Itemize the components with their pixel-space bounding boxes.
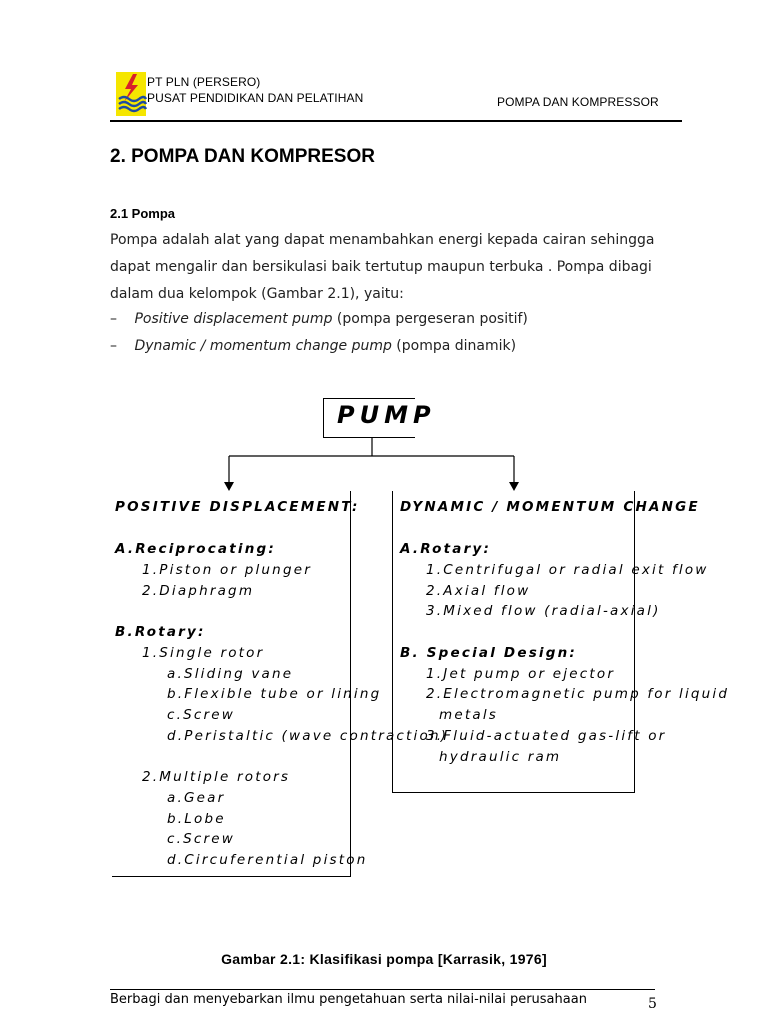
arrowhead-left xyxy=(224,482,234,491)
right-line: metals xyxy=(439,707,499,723)
right-line: B. Special Design: xyxy=(400,645,578,661)
org-name-line2: PUSAT PENDIDIKAN DAN PELATIHAN xyxy=(147,91,364,105)
document-title: POMPA DAN KOMPRESSOR xyxy=(497,95,659,109)
right-box-content xyxy=(398,495,730,785)
left-line: d.Circuferential piston xyxy=(167,852,368,868)
right-line: 3.Fluid-actuated gas-lift or xyxy=(426,728,667,744)
bullet-dash: – xyxy=(110,311,117,327)
right-line: 2.Electromagnetic pump for liquid xyxy=(426,686,730,702)
left-line: 2.Diaphragm xyxy=(142,583,255,599)
bullet-dash: – xyxy=(110,338,117,354)
section-heading: 2.1 Pompa xyxy=(110,206,176,221)
footer-rule xyxy=(110,989,655,990)
left-line: B.Rotary: xyxy=(115,624,206,640)
chapter-title: 2. POMPA DAN KOMPRESOR xyxy=(110,146,375,167)
paragraph-line-1: Pompa adalah alat yang dapat menambahkan energi kepada cairan sehingga xyxy=(110,232,655,248)
right-line: 1.Jet pump or ejector xyxy=(426,666,616,682)
right-line: A.Rotary: xyxy=(400,541,492,557)
left-line: c.Screw xyxy=(167,707,236,723)
pump-root-label: PUMP xyxy=(337,401,436,429)
right-line: 3.Mixed flow (radial-axial) xyxy=(426,603,661,619)
positive-displacement-title: POSITIVE DISPLACEMENT: xyxy=(115,499,360,515)
right-line: 2.Axial flow xyxy=(426,583,531,599)
left-line: 2.Multiple rotors xyxy=(142,769,291,785)
left-line: b.Flexible tube or lining xyxy=(167,686,382,702)
paragraph-line-3: dalam dua kelompok (Gambar 2.1), yaitu: xyxy=(110,286,404,302)
left-line: 1.Piston or plunger xyxy=(142,562,312,578)
bullet-term: Dynamic / momentum change pump xyxy=(134,338,392,354)
left-line: c.Screw xyxy=(167,831,236,847)
left-line: A.Reciprocating: xyxy=(115,541,276,557)
bullet-desc: (pompa dinamik) xyxy=(391,338,517,354)
left-line: 1.Single rotor xyxy=(142,645,265,661)
right-line: hydraulic ram xyxy=(439,749,562,765)
figure-caption: Gambar 2.1: Klasifikasi pompa [Karrasik, 1976] xyxy=(221,951,547,967)
dynamic-momentum-title: DYNAMIC / MOMENTUM CHANGE xyxy=(400,499,700,515)
right-line: 1.Centrifugal or radial exit flow xyxy=(426,562,709,578)
arrowhead-right xyxy=(509,482,519,491)
left-line: a.Sliding vane xyxy=(167,666,294,682)
bullet-desc: (pompa pergeseran positif) xyxy=(332,311,528,327)
page-number: 5 xyxy=(648,996,657,1012)
bullet-term: Positive displacement pump xyxy=(134,311,333,327)
paragraph-line-2: dapat mengalir dan bersikulasi baik tertutup maupun terbuka . Pompa dibagi xyxy=(110,259,652,275)
org-name-line1: PT PLN (PERSERO) xyxy=(147,75,261,89)
left-line: a.Gear xyxy=(167,790,226,806)
left-line: b.Lobe xyxy=(167,811,226,827)
left-line: d.Peristaltic (wave contraction) xyxy=(167,728,449,744)
footer-text: Berbagi dan menyebarkan ilmu pengetahuan serta nilai-nilai perusahaan xyxy=(110,992,587,1007)
